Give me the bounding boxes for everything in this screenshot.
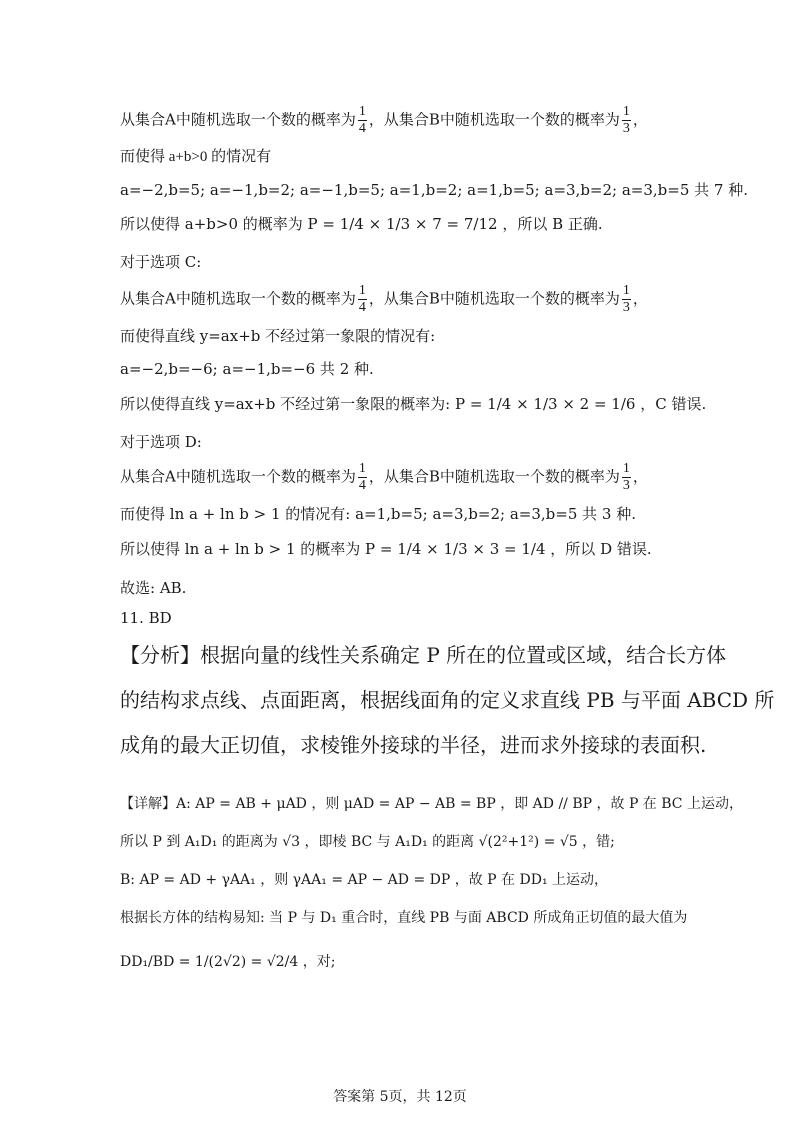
- fraction: $\frac{1}{3}$: [622, 283, 630, 315]
- detail-line: B: AP = AD + γAA₁ ，则 γAA₁ = AP − AD = DP ，故 P 在 DD₁ 上运动，: [120, 872, 609, 888]
- line-text: 从集合A中随机选取一个数的概率为: [120, 110, 356, 129]
- analysis-line: 成角的最大正切值，求棱锥外接球的半径，进而求外接球的表面积.: [120, 733, 707, 757]
- analysis-line: 【分析】根据向量的线性关系确定 P 所在的位置或区域，结合长方体: [120, 643, 727, 667]
- text-line: 故选: AB.: [120, 579, 187, 597]
- fraction: $\frac{1}{4}$: [358, 104, 366, 136]
- fraction: $\frac{1}{4}$: [358, 461, 366, 493]
- fraction: $\frac{1}{3}$: [622, 104, 630, 136]
- detail-line: 【详解】A: AP = AB + μAD ，则 μAD = AP − AB = BP ，即 AD // BP ，故 P 在 BC 上运动，: [120, 796, 743, 812]
- text-line: 从集合A中随机选取一个数的概率为 $\frac{1}{4}$ ，从集合B中随机选取一个数的概率为 $\frac{1}{3}$ ，: [120, 461, 648, 493]
- text-line: 所以使得 a+b>0 的概率为 P = 1/4 × 1/3 × 7 = 7/12 ，所以 B 正确.: [120, 215, 603, 233]
- page-footer: 答案第 5页，共 12页: [333, 1089, 467, 1105]
- text-line: 对于选项 C:: [120, 253, 202, 271]
- detail-line: 根据长方体的结构易知: 当 P 与 D₁ 重合时，直线 PB 与面 ABCD 所成角正切值的最大值为: [120, 910, 688, 926]
- text-line: a=−2,b=5; a=−1,b=2; a=−1,b=5; a=1,b=2; a=1,b=5; a=3,b=2; a=3,b=5 共 7 种.: [120, 181, 749, 199]
- detail-line: DD₁/BD = 1/(2√2) = √2/4 ，对;: [120, 954, 336, 970]
- text-line: 对于选项 D:: [120, 433, 202, 451]
- fraction: $\frac{1}{4}$: [358, 283, 366, 315]
- fraction: $\frac{1}{3}$: [622, 461, 630, 493]
- text-line: 所以使得直线 y=ax+b 不经过第一象限的概率为: P = 1/4 × 1/3 × 2 = 1/6 ，C 错误.: [120, 395, 707, 413]
- text-line: 而使得直线 y=ax+b 不经过第一象限的情况有:: [120, 327, 436, 345]
- text-line: 从集合A中随机选取一个数的概率为 $\frac{1}{4}$ ，从集合B中随机选取一个数的概率为 $\frac{1}{3}$ ，: [120, 104, 648, 136]
- text-line: 而使得 ln a + ln b > 1 的情况有: a=1,b=5; a=3,b=2; a=3,b=5 共 3 种.: [120, 505, 636, 523]
- text-line: 从集合A中随机选取一个数的概率为 $\frac{1}{4}$ ，从集合B中随机选取一个数的概率为 $\frac{1}{3}$ ，: [120, 283, 648, 315]
- question-number: 11. BD: [120, 609, 172, 627]
- text-line: a=−2,b=−6; a=−1,b=−6 共 2 种.: [120, 360, 374, 378]
- text-line: 所以使得 ln a + ln b > 1 的概率为 P = 1/4 × 1/3 × 3 = 1/4 ，所以 D 错误.: [120, 540, 652, 558]
- detail-line: 所以 P 到 A₁D₁ 的距离为 √3 ，即棱 BC 与 A₁D₁ 的距离 √(2²+1²) = √5 ，错;: [120, 834, 615, 850]
- text-line: 而使得 a+b>0 的情况有: [120, 149, 272, 165]
- analysis-line: 的结构求点线、点面距离，根据线面角的定义求直线 PB 与平面 ABCD 所: [120, 688, 775, 712]
